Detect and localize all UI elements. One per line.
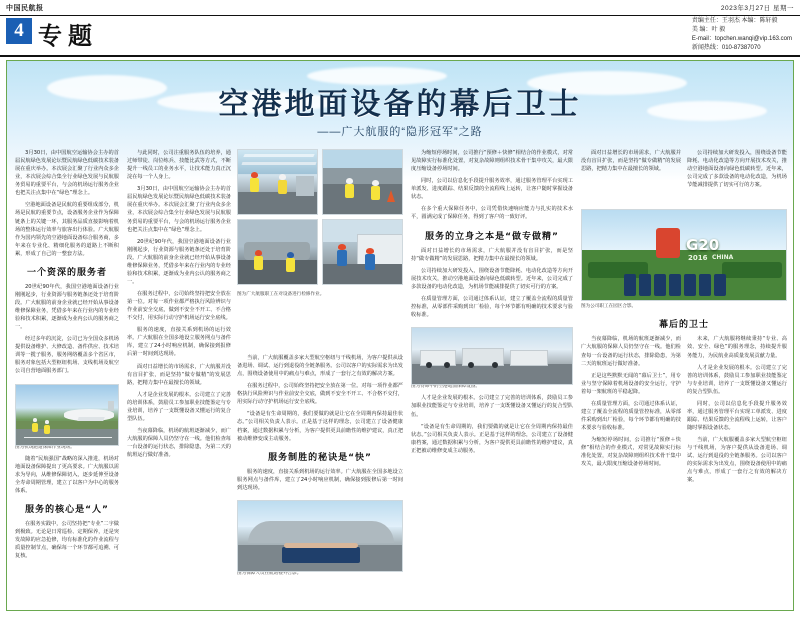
photo-grid-caption-wrap (237, 289, 403, 302)
credit-line-2: 美 编：叶 毅 (691, 27, 726, 33)
section-title: 专题 (38, 22, 98, 50)
article-frame (6, 60, 794, 611)
photo-caption: 图为保障人员在航站楼外合影。 (237, 570, 302, 576)
sky-region (323, 150, 403, 170)
paragraph: 当夜幕降临，机场的航班逐渐减少，而广大航服的保障人员仍坚守在一线。他们检查每一台设备的运行状态，排除隐患，为第二天的航班运行做好准备。 (581, 336, 681, 367)
vehicle-wheel (426, 362, 432, 368)
worker-uniform (337, 250, 347, 266)
paragraph: 为缩短停场时间，公司推行“预修＋快修”相结合的作业模式，对常见故障实行标准化处置，对复杂故障则组织技术骨干集中攻关，最大限度压缩设备停场时间。 (411, 150, 573, 173)
worker-vest (250, 178, 259, 192)
credit-line-3: E-mail：topchen.wanqi@vip.163.com (691, 36, 792, 42)
paragraph: 面对日益增长的市场需求，广大航服并没有盲目扩张，而是坚持“做专做精”的发展思路，把精力集中在最擅长的领域。 (127, 363, 231, 386)
photo-caption: 图为公司职工在园区合影。 (581, 304, 637, 309)
paragraph: 公司持续加大研发投入，围绕设备节能降耗、电动化改造等方向开展技术攻关，推动空港地面设备向绿色低碳转型。近年来，公司完成了多款设备的电动化改造，为机场节能减排提供了切实可行的方案。 (687, 150, 787, 189)
page-header (0, 16, 800, 56)
worker-helmet (366, 248, 374, 254)
paragraph: 在服务实践中，公司坚持把“专业”二字做到极致。无论是日常巡检、定期保养，还是突发故障的应急抢修，均有标准化的作业流程与质量控制节点，确保每一个环节都可追溯、可复核。 (15, 521, 119, 560)
equipment-unit (296, 176, 314, 196)
column-3 (237, 149, 403, 581)
photo-equipment-service (322, 219, 403, 285)
vehicle-wheel (468, 362, 474, 368)
column5-intro (581, 149, 787, 209)
paragraph: 同时，公司以信息化手段提升服务效率，通过服务管理平台实现工单派发、进度跟踪、结果反馈的全流程线上运转，让客户随时掌握设备状态。 (687, 400, 787, 432)
paragraph: 在服务过程中，公司始终坚持把安全放在第一位。对每一项作业都严格执行风险辨识与作业前安全交底，做到不安全不开工、不合格不交付，用实际行动守护机场运行安全底线。 (127, 291, 231, 322)
photo-caption: 图为广大航服职工在对设备进行检修作业。 (237, 292, 325, 297)
section-heading: 服务的核心是“人” (25, 505, 109, 516)
worker-vest (32, 423, 38, 432)
worker-helmet (45, 420, 49, 424)
g20-country-text: CHINA (712, 254, 734, 261)
worker-helmet (338, 244, 346, 250)
page-number: 4 (6, 18, 32, 44)
paragraph: 3月30日，由中国航空运输协会主办的首届民航绿色发展论坛暨民航绿色低碳技术装备展在重庆举办。本次展会汇聚了行业内众多企业，本次展会综合集全行业绿色发展与民航服务贸易的重要平台，与会的机场运行服务企业也把关注点集中在“绿色”理念上。 (127, 186, 231, 233)
column-5 (581, 149, 787, 484)
section-heading: 服务的立身之本是“做专做精” (425, 231, 559, 242)
chinese-character-sculpture (656, 228, 680, 258)
page-title: 空港地面设备的幕后卫士 (218, 87, 582, 122)
paragraph: 经过多年的沉淀，公司已为全国众多机场提供设备维护、大修改造、备件供应、技术培训等一揽子服务，服务网络覆盖多个省区市，服务对象包括大型枢纽机场、支线机场及航空公司自营地面服务部门。 (15, 336, 119, 375)
credit-line-1: 责编主任：王羽杰 本编：陈轩毅 (691, 18, 778, 24)
section-heading: 一个资深的服务者 (26, 267, 107, 278)
photo-grid (237, 149, 403, 354)
photo-caption: 图为待命中的空港地面保障设备。 (411, 384, 480, 389)
terminal-roof (248, 521, 394, 543)
worker-helmet (251, 172, 258, 178)
worker-helmet (33, 418, 37, 422)
section-heading: 幕后的卫士 (658, 320, 709, 331)
roof-beam (243, 154, 314, 157)
photo-equipment-convoy (411, 327, 573, 385)
photo-g20-garden (581, 209, 787, 301)
worker-helmet (346, 178, 353, 184)
paragraph: “设备是有生命周期的，我们要做的就是让它在全周期内保持最佳状态。”公司相关负责人表示。正是基于这样的理念，公司建立了设备健康档案，通过数据积累与分析，为客户提供更具前瞻性的维护建议，真正把被动维修变成主动服务。 (237, 411, 404, 442)
ground (323, 264, 403, 285)
paragraph: 服务的速度，直接关系到机场的运行效率。广大航服在全国多地设立服务网点与备件库，建立了24小时响应机制，确保接到报修后第一时间到达现场。 (237, 468, 403, 491)
paragraph: 当夜幕降临，机场的航班逐渐减少，而广大航服的保障人员仍坚守在一线。他们检查每一台设备的运行状态，排除隐患，为第二天的航班运行做好准备。 (127, 427, 231, 459)
group-of-people (282, 547, 360, 563)
paragraph: 随着“民航强国”战略的深入推进，机场对地面设备保障提出了更高要求。广大航服以需求为导向，从维修保障切入，逐步延伸至设备全寿命周期管理，建立了以客户为中心的服务体系。 (15, 455, 119, 495)
paragraph: 面对日益增长的市场需求，广大航服并没有盲目扩张，而是坚持“做专做精”的发展思路，把精力集中在最擅长的领域。 (411, 247, 573, 262)
paragraph: 在多个重大保障任务中，公司凭借快速响应能力与扎实的技术水平，圆满完成了保障任务，得到了客户的一致好评。 (411, 206, 573, 221)
column-2 (127, 149, 231, 463)
worker-vest (371, 186, 380, 200)
g20-logo-text: G20 (686, 236, 720, 254)
worker-helmet (372, 180, 379, 186)
article-columns (15, 149, 787, 607)
roof-beam (242, 162, 317, 165)
building-band (323, 168, 403, 184)
paragraph: “设备是有生命周期的，我们要做的就是让它在全周期内保持最佳状态。”公司相关负责人表示。正是基于这样的理念，公司建立了设备健康档案，通过数据积累与分析，为客户提供更具前瞻性的维护建议，真正把被动维修变成主动服务。 (411, 423, 573, 454)
paragraph: 服务的速度，直接关系到机场的运行效率。广大航服在全国多地设立服务网点与备件库，建立了24小时响应机制，确保接到报修后第一时间到达现场。 (127, 327, 231, 358)
worker-uniform (365, 254, 375, 270)
paragraph: 在质量管理方面，公司通过体系认证，建立了覆盖全流程的质量管控标准，从零部件采购到出厂检验，每个环节都有明确的技术要求与验收标准。 (581, 400, 681, 432)
ground (238, 260, 318, 285)
worker-vest (286, 258, 295, 272)
worker-helmet (255, 250, 262, 256)
paragraph: 空港地面设备是民航的重要组成部分，机场是民航的重要节点，设备服务企业作为保障链条上的关键一环，其服务品质直接影响着机场的整体运行效率与旅客出行体验。广大航服作为国内领先的空港地面设备综合服务商，多年来在专业化、精细化服务的道路上不断积累，形成了自己的一整套方法。 (15, 202, 119, 257)
masthead (0, 0, 800, 16)
paper-name: 中国民航报 (6, 4, 44, 12)
paragraph: 在服务过程中，公司始终坚持把安全放在第一位。对每一项作业都严格执行风险辨识与作业前安全交底，做到不安全不开工、不合格不交付，用实际行动守护机场运行安全底线。 (237, 383, 404, 406)
paragraph: 20世纪90年代，我国空港地面设备行业刚刚起步，行业资源与服务链条还处于培育阶段。广大航服的前身企业就已经开始从事设备维修保障业务，凭借多年来在行业内的专业经验和技术积累，逐渐成为业内公认的服务商之一。 (15, 283, 119, 331)
worker-vest (44, 425, 50, 434)
g20-year-text: 2016 (688, 254, 708, 262)
column-1 (15, 149, 119, 565)
worker-vest (278, 180, 287, 194)
photo-runway (15, 384, 119, 446)
paragraph: 20世纪90年代，我国空港地面设备行业刚刚起步，行业资源与服务链条还处于培育阶段。广大航服的前身企业就已经开始从事设备维修保障业务，凭借多年来在行业内的专业经验和技术积累，逐渐成为业内公认的服务商之一。 (127, 238, 231, 285)
credits-block (692, 17, 792, 53)
paragraph: 当前，广大航服覆盖多家大型航空枢纽与干线机场，为客户提供从设备进场、调试、运行到退役的全链条服务。公司以客户的实际需求为出发点，围绕设备使用中的痛点与难点，形成了一套行之有效的解决方案。 (687, 437, 787, 484)
column-4 (411, 149, 573, 459)
paragraph: 人才是企业发展的根本。公司建立了完善的培训体系，鼓励员工参加职业技能鉴定与专业培训，培养了一支既懂设备又懂运行的复合型队伍。 (411, 395, 573, 418)
runway-marking (24, 437, 112, 438)
header-divider (0, 55, 800, 57)
masthead-date: 2023年3月27日 星期一 (720, 5, 794, 12)
paragraph: 在质量管理方面，公司通过体系认证，建立了覆盖全流程的质量管控标准，从零部件采购到出厂检验，每个环节都有明确的技术要求与验收标准。 (411, 295, 573, 318)
worker-helmet (287, 252, 294, 258)
paragraph: 面对日益增长的市场需求，广大航服并没有盲目扩张，而是坚持“做专做精”的发展思路，把精力集中在最擅长的领域。 (581, 150, 681, 173)
paragraph: 正是这些默默无闻的“幕后卫士”，用专业与坚守保障着机场设备的安全运行，守护着每一架航班的平稳起降。 (581, 372, 681, 395)
paragraph: 公司持续加大研发投入，围绕设备节能降耗、电动化改造等方向开展技术攻关，推动空港地面设备向绿色低碳转型。近年来，公司完成了多款设备的电动化改造，为机场节能减排提供了切实可行的方案。 (411, 267, 573, 290)
paragraph: 当前，广大航服覆盖多家大型航空枢纽与干线机场，为客户提供从设备进场、调试、运行到退役的全链条服务。公司以客户的实际需求为出发点，围绕设备使用中的痛点与难点，形成了一套行之有效的解决方案。 (237, 355, 404, 378)
paragraph: 与此同时，公司注重服务队伍的培养，通过师带徒、岗位练兵、技能比武等方式，不断提升一线员工的业务水平，让技术能力真正沉淀在每一个人身上。 (127, 150, 231, 181)
worker-vest (254, 256, 263, 270)
photo-caption: 图为机场跑道保障作业现场。 (15, 444, 75, 450)
aircraft-wing (77, 417, 104, 421)
photo-hangar-interior (237, 149, 318, 215)
page-subtitle: ——广大航服的“隐形冠军”之路 (317, 126, 483, 138)
photo-terminal-group (237, 500, 403, 572)
worker-helmet (279, 174, 286, 180)
aircraft-tail (108, 401, 114, 411)
paragraph: 人才是企业发展的根本。公司建立了完善的培训体系，鼓励员工参加职业技能鉴定与专业培训，培养了一支既懂设备又懂运行的复合型队伍。 (127, 391, 231, 422)
vehicle-wheel (492, 362, 498, 368)
paragraph: 人才是企业发展的根本。公司建立了完善的培训体系，鼓励员工参加职业技能鉴定与专业培训，培养了一支既懂设备又懂运行的复合型队伍。 (687, 364, 787, 395)
vehicle-wheel (444, 362, 450, 368)
credit-line-4: 新闻热线：010-87387070 (691, 45, 761, 51)
paragraph: 3月30日，由中国航空运输协会主办的首届民航绿色发展论坛暨民航绿色低碳技术装备展在重庆举办。本次展会汇聚了行业内众多企业，本次展会综合集全行业绿色发展与民航服务贸易的重要平台，与会的机场运行服务企业也把关注点集中在“绿色”理念上。 (15, 150, 119, 197)
sky-region (412, 328, 573, 350)
group-heads (284, 543, 358, 548)
section-heading: 服务制胜的秘诀是“快” (268, 452, 372, 463)
worker-vest (345, 184, 354, 198)
paragraph: 为缩短停场时间，公司推行“预修＋快修”相结合的作业模式，对常见故障实行标准化处置，对复杂故障则组织技术骨干集中攻关，最大限度压缩设备停场时间。 (581, 437, 681, 468)
ground-vehicle (510, 350, 548, 366)
paragraph: 未来，广大航服将继续秉持“专业、高效、安全、绿色”的服务理念，持续提升服务能力，为民航业高质量发展贡献力量。 (687, 336, 787, 359)
sky-region (582, 210, 787, 250)
group-photo-people (624, 272, 744, 296)
photo-maintenance-underbody (237, 219, 318, 285)
paragraph: 同时，公司以信息化手段提升服务效率，通过服务管理平台实现工单派发、进度跟踪、结果反馈的全流程线上运转，让客户随时掌握设备状态。 (411, 178, 573, 201)
photo-ramp-crew (322, 149, 403, 215)
white-equipment-box (357, 234, 403, 266)
